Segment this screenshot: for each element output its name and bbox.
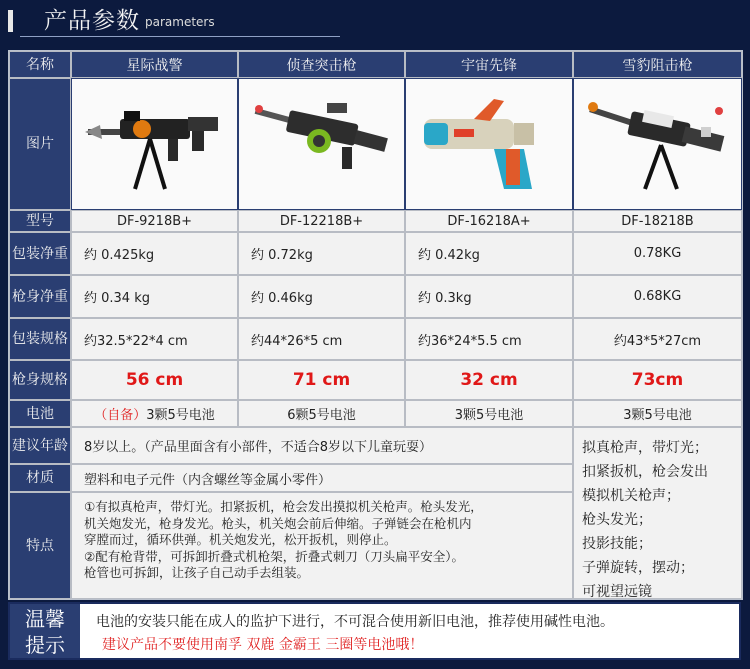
package-weight-value: 约 0.72kg [238,232,405,275]
side-feature-line: 投影技能； [582,536,652,552]
product-name: 宇宙先锋 [405,51,573,78]
package-size-value: 约44*26*5 cm [238,318,405,360]
product-name: 星际战警 [71,51,238,78]
body-weight-label: 枪身净重 [9,275,71,318]
toy-assault-rifle-icon [247,89,397,199]
feature-description [71,492,573,599]
battery-notice: 电池的安装只能在成人的监护下进行，不可混合使用新旧电池，推荐使用碱性电池。 [96,614,614,630]
package-size-label: 包装规格 [9,318,71,360]
body-weight-value: 约 0.3kg [405,275,573,318]
model-value: DF-9218B+ [71,210,238,232]
image-row [9,78,742,210]
model-row [9,210,742,232]
package-weight-value: 约 0.425kg [71,232,238,275]
model-value: DF-18218B [573,210,742,232]
side-feature-line: 模拟机关枪声； [582,488,680,504]
material-label: 材质 [9,464,71,492]
package-size-value: 约32.5*22*4 cm [71,318,238,360]
model-value: DF-16218A+ [405,210,573,232]
toy-machine-gun-icon [80,89,230,199]
body-size-value: 32 cm [405,360,573,400]
battery-value [71,400,238,427]
warm-tips-label [10,604,80,658]
model-value: DF-12218B+ [238,210,405,232]
side-feature-line: 扣紧扳机，枪会发出 [582,464,708,480]
body-size-value: 73cm [573,360,742,400]
side-feature-line: 子弹旋转，摆动； [582,560,694,576]
material-value: 塑料和电子元件（内含螺丝等金属小零件） [71,464,573,492]
side-feature-line: 枪头发光； [582,512,652,528]
name-row [9,51,742,78]
battery-value: 6颗5号电池 [238,400,405,427]
body-size-value: 56 cm [71,360,238,400]
page-subtitle: parameters [145,15,215,29]
side-feature-line: 可视望远镜 [582,584,652,600]
age-value: 8岁以上。（产品里面含有小部件，不适合8岁以下儿童玩耍） [71,427,573,464]
battery-value: 3颗5号电池 [405,400,573,427]
package-weight-value: 约 0.42kg [405,232,573,275]
feature-line: 机关炮发光，枪身发光。枪头，机关炮会前后伸缩。子弹链会在枪机内 [84,515,472,531]
battery-self-supplied-note: （自备） [94,408,147,423]
package-size-row [9,318,742,360]
page-title: 产品参数 [44,8,140,34]
name-label: 名称 [9,51,71,78]
side-feature-line: 拟真枪声，带灯光； [582,440,708,456]
body-weight-value: 约 0.34 kg [71,275,238,318]
product-name: 侦查突击枪 [238,51,405,78]
package-weight-row [9,232,742,275]
feature-label: 特点 [9,492,71,599]
image-label: 图片 [9,78,71,210]
package-size-value: 约43*5*27cm [573,318,742,360]
feature-line: ②配有枪背带，可拆卸折叠式机枪架，折叠式刺刀（刀头扁平安全）。 [84,548,464,564]
feature-line: ①有拟真枪声，带灯光。扣紧扳机，枪会发出摸拟机关枪声。枪头发光， [84,499,483,514]
battery-count: 3颗5号电池 [146,408,215,423]
parameter-table [8,50,743,600]
body-weight-row [9,275,742,318]
sniper-feature-list [573,427,742,599]
product-image-1 [71,78,238,210]
battery-row [9,400,742,427]
battery-value: 3颗5号电池 [573,400,742,427]
header-underline [20,36,340,37]
page-header [0,0,750,40]
package-size-value: 约36*24*5.5 cm [405,318,573,360]
body-weight-value: 0.68KG [573,275,742,318]
package-weight-value: 0.78KG [573,232,742,275]
battery-brand-warning: 建议产品不要使用南孚 双鹿 金霸王 三圈等电池哦！ [102,637,424,653]
body-size-row [9,360,742,400]
body-size-value: 71 cm [238,360,405,400]
age-label: 建议年龄 [9,427,71,464]
product-name: 雪豹阻击枪 [573,51,742,78]
body-weight-value: 约 0.46kg [238,275,405,318]
warm-tips-box [8,602,741,660]
feature-line: 枪管也可拆卸，让孩子自己动手去组装。 [84,565,310,580]
package-weight-label: 包装净重 [9,232,71,275]
toy-sniper-rifle-icon [583,89,733,199]
model-label: 型号 [9,210,71,232]
body-size-label: 枪身规格 [9,360,71,400]
header-accent-bar [8,10,13,32]
product-image-2 [238,78,405,210]
warm-tips-label-line: 提示 [25,633,65,657]
feature-line: 穿膛而过，循环供弹。机关炮发光，松开扳机，则停止。 [84,532,397,547]
product-image-4 [573,78,742,210]
warm-tips-label-line: 温馨 [25,607,65,631]
product-image-3 [405,78,573,210]
battery-label: 电池 [9,400,71,427]
toy-space-pistol-icon [414,89,564,199]
